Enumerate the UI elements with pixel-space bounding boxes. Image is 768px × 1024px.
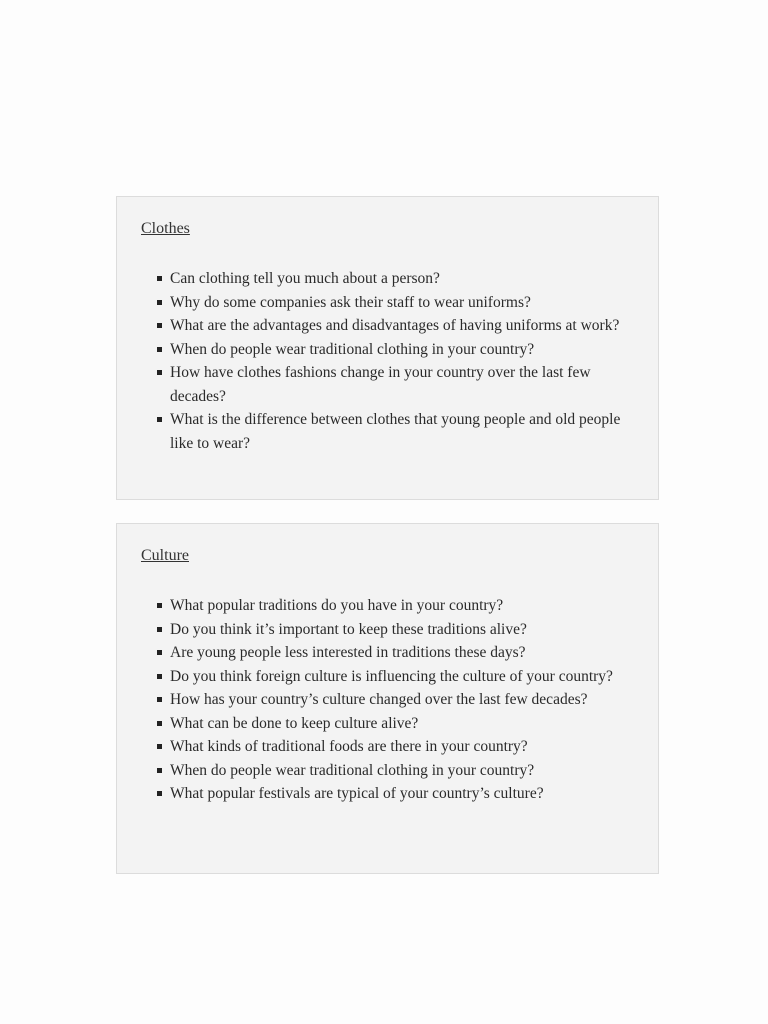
question-text: How has your country’s culture changed over the last few decades? xyxy=(170,691,588,708)
clothes-section xyxy=(116,196,659,500)
question-text: How have clothes fashions change in your country over the last few decades? xyxy=(170,364,591,405)
list-item xyxy=(117,665,658,689)
list-item xyxy=(117,712,658,736)
question-text: What is the difference between clothes that young people and old people like to wear? xyxy=(170,411,621,452)
bullet-icon xyxy=(157,744,162,749)
bullet-icon xyxy=(157,768,162,773)
question-text: When do people wear traditional clothing in your country? xyxy=(170,761,535,779)
bullet-icon xyxy=(157,417,162,422)
question-text: What are the advantages and disadvantages of having uniforms at work? xyxy=(170,317,620,334)
bullet-icon xyxy=(157,276,162,281)
culture-question-list xyxy=(117,594,658,806)
bullet-icon xyxy=(157,347,162,352)
question-text: What popular festivals are typical of your country’s culture? xyxy=(170,785,544,802)
bullet-icon xyxy=(157,370,162,375)
list-item xyxy=(117,408,658,455)
bullet-icon xyxy=(157,323,162,328)
list-item xyxy=(117,594,658,618)
section-heading-clothes: Clothes xyxy=(141,220,190,237)
list-item xyxy=(117,641,658,665)
bullet-icon xyxy=(157,627,162,632)
list-item xyxy=(117,688,658,712)
question-text: Are young people less interested in traditions these days? xyxy=(170,644,526,661)
list-item xyxy=(117,338,658,362)
list-item xyxy=(117,618,658,642)
question-text: When do people wear traditional clothing in your country? xyxy=(170,340,535,358)
bullet-icon xyxy=(157,721,162,726)
question-text: Why do some companies ask their staff to wear uniforms? xyxy=(170,293,531,311)
list-item xyxy=(117,735,658,759)
list-item xyxy=(117,291,658,315)
list-item xyxy=(117,782,658,806)
bullet-icon xyxy=(157,650,162,655)
section-heading-culture: Culture xyxy=(141,547,189,564)
bullet-icon xyxy=(157,791,162,796)
list-item xyxy=(117,361,658,408)
question-text: Do you think foreign culture is influencing the culture of your country? xyxy=(170,667,613,685)
list-item xyxy=(117,267,658,291)
question-text: What popular traditions do you have in your country? xyxy=(170,597,504,614)
question-text: Do you think it’s important to keep these traditions alive? xyxy=(170,620,527,638)
list-item xyxy=(117,759,658,783)
list-item xyxy=(117,314,658,338)
question-text: Can clothing tell you much about a person? xyxy=(170,270,440,287)
bullet-icon xyxy=(157,603,162,608)
bullet-icon xyxy=(157,697,162,702)
question-text: What kinds of traditional foods are there in your country? xyxy=(170,738,528,755)
culture-section xyxy=(116,523,659,874)
question-text: What can be done to keep culture alive? xyxy=(170,714,419,732)
clothes-question-list xyxy=(117,267,658,455)
bullet-icon xyxy=(157,674,162,679)
bullet-icon xyxy=(157,300,162,305)
